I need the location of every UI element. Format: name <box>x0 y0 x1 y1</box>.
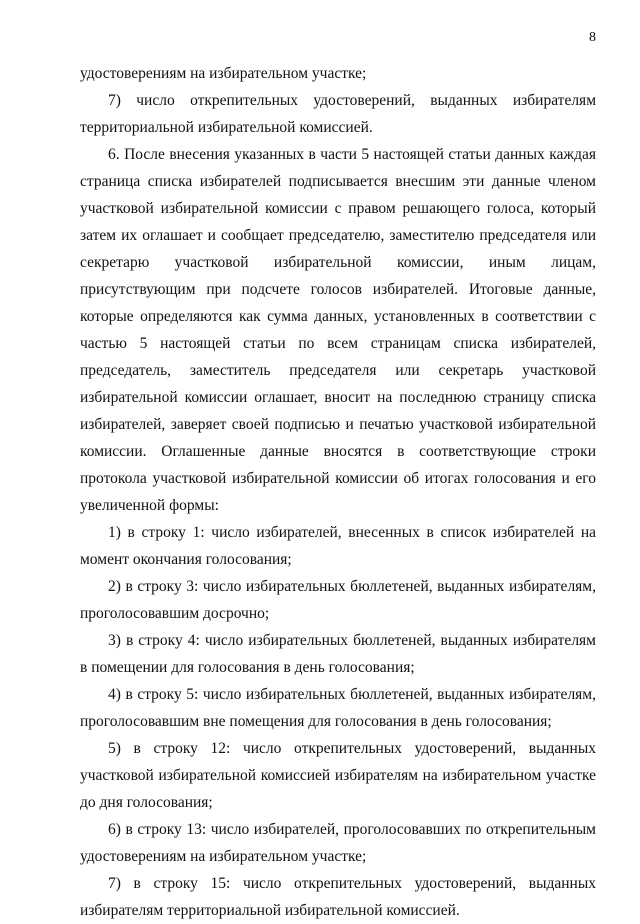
page-number: 8 <box>589 30 596 45</box>
document-body <box>80 60 596 924</box>
list-item-3: 3) в строку 4: число избирательных бюллетеней, выданных избирателям в помещении для голосования в день голосования; <box>80 632 596 676</box>
paragraph-continuation: удостоверениям на избирательном участке; <box>80 65 367 82</box>
list-item-7: 7) в строку 15: число открепительных удостоверений, выданных избирателям территориальной избирательной комиссией. <box>80 875 596 919</box>
list-item-2: 2) в строку 3: число избирательных бюллетеней, выданных избирателям, проголосовавшим досрочно; <box>80 578 596 622</box>
list-item-4: 4) в строку 5: число избирательных бюллетеней, выданных избирателям, проголосовавшим вне помещения для голосования в день голосования; <box>80 686 596 730</box>
section-6-paragraph: 6. После внесения указанных в части 5 настоящей статьи данных каждая страница списка избирателей подписывается внесшим эти данные членом участковой избирательной комиссии с правом решающего голоса, который затем их оглашает и сообщает председателю, заместителю председателя или секретарю участковой избирательной комиссии, иным лицам, присутствующим при подсчете голосов избирателей. Итоговые данные, которые определяются как сумма данных, установленных в соответствии с частью 5 настоящей статьи по всем страницам списка избирателей, председатель, заместитель председателя или секретарь участковой избирательной комиссии оглашает, вносит на последнюю страницу списка избирателей, заверяет своей подписью и печатью участковой избирательной комиссии. Оглашенные данные вносятся в соответствующие строки протокола участковой избирательной комиссии об итогах голосования и его увеличенной формы: <box>80 146 596 514</box>
list-item-1: 1) в строку 1: число избирателей, внесенных в список избирателей на момент окончания голосования; <box>80 524 596 568</box>
list-item-5: 5) в строку 12: число открепительных удостоверений, выданных участковой избирательной комиссией избирателям на избирательном участке до дня голосования; <box>80 740 596 811</box>
list-item-7-previous: 7) число открепительных удостоверений, выданных избирателям территориальной избирательной комиссией. <box>80 92 596 136</box>
list-item-6: 6) в строку 13: число избирателей, проголосовавших по открепительным удостоверениям на избирательном участке; <box>80 821 596 865</box>
